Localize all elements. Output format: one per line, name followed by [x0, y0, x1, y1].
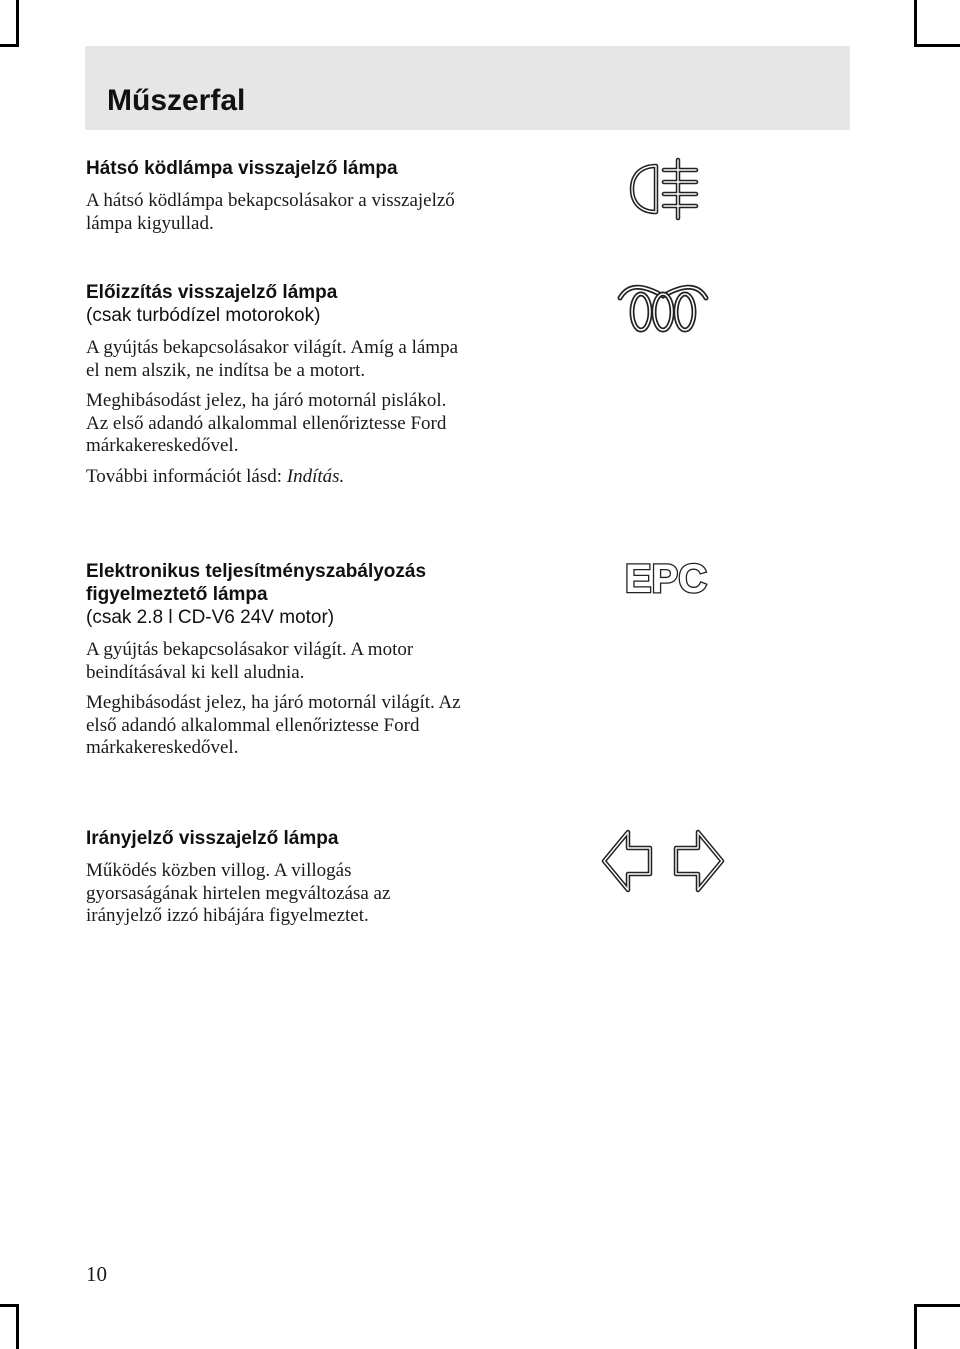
crop-mark-bottom-left: [16, 1304, 19, 1349]
paragraph: Működés közben villog. A villogás gyorsaságának hirtelen megváltozása az irányjelző izzó hibájára figyelmeztet.: [86, 860, 391, 926]
section-heading: Előizzítás visszajelző lámpa: [86, 282, 338, 303]
section-subheading: (csak turbódízel motorokok): [86, 305, 321, 326]
crop-mark-top-left: [0, 44, 19, 47]
paragraph: A gyújtás bekapcsolásakor világít. Amíg a lámpa el nem alszik, ne indítsa be a motort.: [86, 337, 459, 381]
more-info-prefix: További információt lásd:: [86, 465, 287, 487]
crop-mark-bottom-right: [914, 1304, 917, 1349]
section-turn-signal: [86, 827, 466, 928]
more-info-reference: Indítás.: [286, 465, 345, 487]
crop-mark-bottom-right: [914, 1304, 960, 1307]
more-info-paragraph: [86, 466, 466, 489]
section-heading: Hátsó ködlámpa visszajelző lámpa: [86, 158, 398, 179]
paragraph: A gyújtás bekapcsolásakor világít. A motor beindításával ki kell aludnia.: [86, 639, 414, 683]
section-heading: Irányjelző visszajelző lámpa: [86, 828, 339, 849]
section-glow-plug: [86, 281, 466, 488]
glow-plug-icon: [616, 280, 710, 336]
turn-signal-arrows-icon: [600, 828, 726, 894]
crop-mark-top-left: [16, 0, 19, 46]
header-band: [85, 46, 850, 130]
rear-fog-lamp-icon: [626, 156, 702, 222]
section-rear-fog-lamp: [86, 157, 466, 235]
paragraph: Meghibásodást jelez, ha járó motornál pislákol. Az első adandó alkalommal ellenőriztesse Ford márkakereskedővel.: [86, 390, 447, 456]
paragraph: Meghibásodást jelez, ha járó motornál világít. Az első adandó alkalommal ellenőriztesse Ford márkakereskedővel.: [86, 692, 461, 758]
epc-icon: [616, 554, 716, 602]
crop-mark-bottom-left: [0, 1304, 19, 1307]
crop-mark-top-right: [914, 44, 960, 47]
section-subheading: (csak 2.8 l CD-V6 24V motor): [86, 607, 335, 628]
paragraph: A hátsó ködlámpa bekapcsolásakor a visszajelző lámpa kigyullad.: [86, 190, 455, 234]
crop-mark-top-right: [914, 0, 917, 46]
svg-text:EPC: EPC: [624, 557, 708, 601]
section-epc: [86, 560, 466, 760]
section-heading: Elektronikus teljesítményszabályozás figyelmeztető lámpa: [86, 561, 427, 605]
page-number: 10: [86, 1262, 107, 1286]
page-title: Műszerfal: [107, 84, 246, 117]
